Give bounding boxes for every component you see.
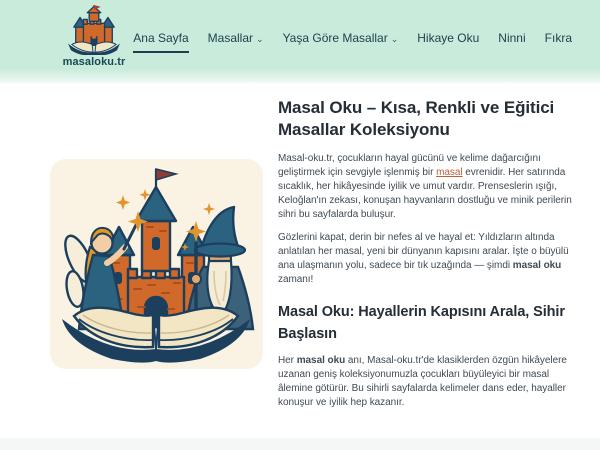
paragraph-3: [278, 354, 579, 410]
nav-label: Fıkra: [544, 31, 572, 45]
nav-item-fikra[interactable]: [545, 31, 572, 51]
page-title: Masal Oku – Kısa, Renkli ve Eğitici Masallar Koleksiyonu: [278, 98, 555, 139]
nav-item-ana-sayfa[interactable]: [133, 31, 188, 53]
nav-item-masallar[interactable]: [208, 31, 264, 51]
p3-text-before: Her: [278, 355, 297, 366]
nav-item-hikaye-oku[interactable]: [417, 31, 479, 51]
p3-text-after: anı, Masal-oku.tr'de klasiklerden özgün hikâyelere uzanan geniş koleksiyonumuzla çocukları büyüleyici bir masal âlemine götürür. Bu sihirli sayfalarda kelimeler dans eder, hayaller konuşur ve iyilik hep kazanır.: [278, 355, 567, 408]
nav-label: Masallar: [207, 31, 254, 45]
main-content: [278, 97, 579, 419]
masal-link[interactable]: masal: [436, 167, 463, 178]
p2-text-before: Gözlerini kapat, derin bir nefes al ve hayal et: Yıldızların altında anlatılan her masal, yeni bir dünyanın kapısını aralar. İşte o büyülü ana ulaşmanın yolu, sadece bir tık uzağında — şimdi: [278, 232, 569, 271]
intro-paragraph: [278, 152, 579, 222]
nav-item-yasa-gore-masallar[interactable]: [283, 31, 399, 51]
chevron-down-icon: ⌄: [390, 34, 399, 44]
fairy-castle-wizard-book-illustration: [50, 159, 263, 369]
nav-label: Hikaye Oku: [417, 31, 480, 45]
paragraph-2: [278, 231, 579, 287]
intro-text-before: Masal-oku.tr, çocukların hayal gücünü ve kelime dağarcığını geliştirmek için sevgiyle işlenmiş bir: [278, 153, 541, 178]
next-section-top-strip: [0, 438, 600, 450]
nav-item-ninni[interactable]: [498, 31, 525, 51]
section-subtitle: Masal Oku: Hayallerin Kapısını Arala, Sihir Başlasın: [278, 304, 565, 342]
p3-bold-keyword: masal oku: [296, 355, 346, 366]
intro-text-after: evrenidir. Her satırında sıcaklık, her hikâyesinde iyilik ve umut vardır. Prenseslerin ışığı, Keloğlan'ın zekası, konuşan hayvanların dostluğu ve minik perilerin sihri bu sayfalarda buluşur.: [278, 167, 572, 220]
p2-bold-keyword: masal oku: [512, 260, 562, 271]
logo-text: masaloku.tr: [62, 56, 126, 68]
chevron-down-icon: ⌄: [256, 34, 264, 44]
main-nav: [133, 31, 572, 53]
logo-castle-book-icon: [65, 5, 123, 55]
nav-label: Yaşa Göre Masallar: [282, 31, 388, 45]
site-header: [0, 0, 600, 84]
nav-label: Ana Sayfa: [133, 31, 189, 45]
hero-illustration-card: [50, 159, 263, 369]
nav-label: Ninni: [498, 31, 526, 45]
site-logo[interactable]: [50, 5, 138, 68]
p2-text-after: zamanı!: [278, 274, 314, 285]
